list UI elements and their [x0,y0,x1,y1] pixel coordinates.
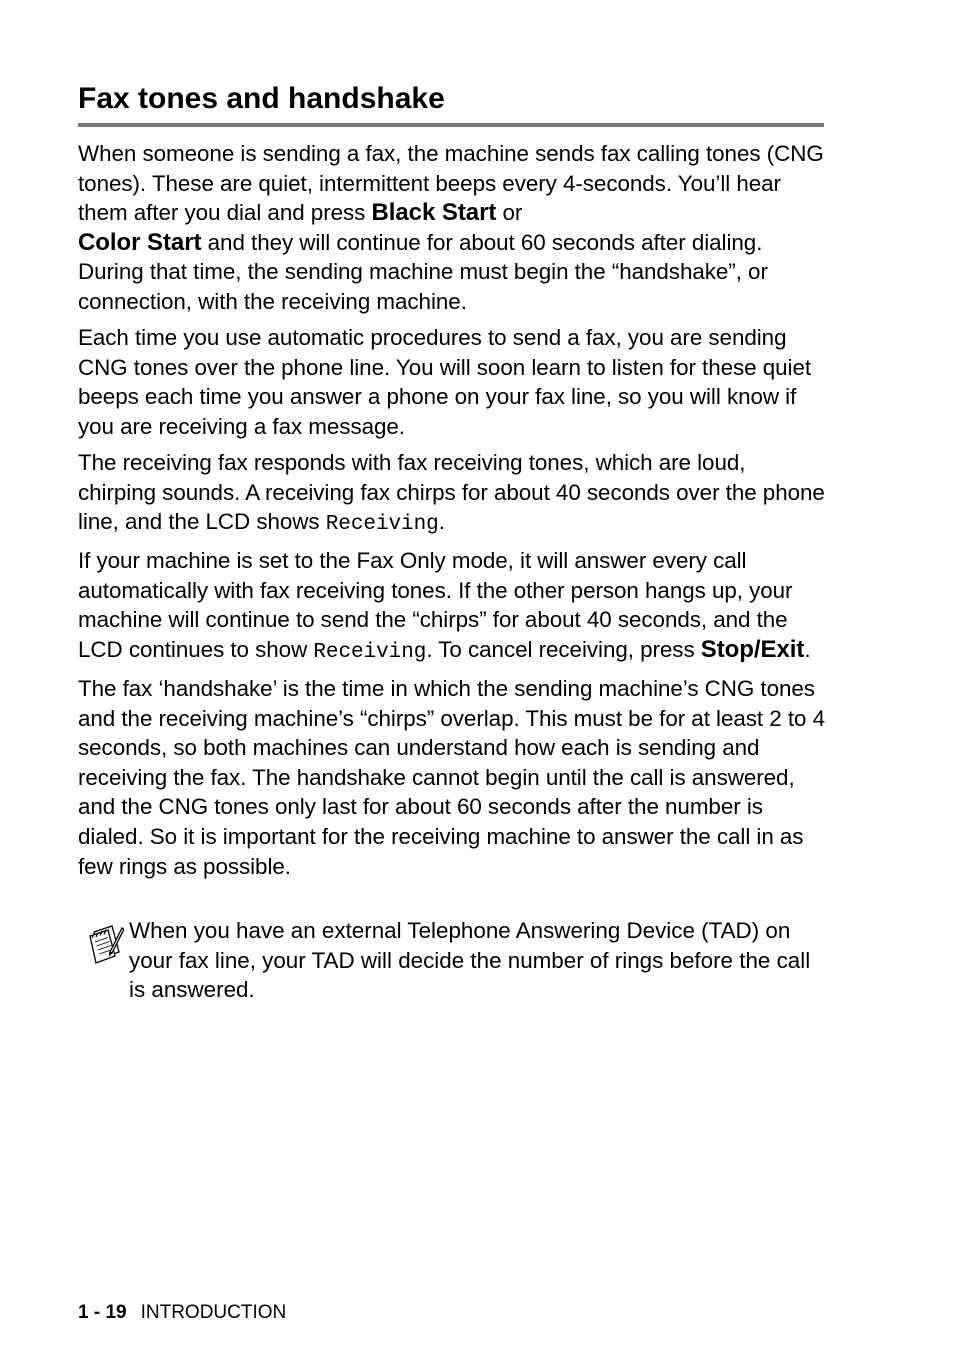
text-run: When someone is sending a fax, the machine sends fax calling tones (CNG tones). These are quiet, intermittent beeps every 4-seconds. You’ll hear them after you dial and press [78,141,824,226]
title-rule [78,123,824,127]
paragraph-fax-only-mode [78,546,826,667]
page-footer [78,1301,286,1325]
lcd-message: Receiving [325,513,439,537]
color-start-key: Color Start [78,228,202,256]
paragraph-automatic-procedures: Each time you use automatic procedures to send a fax, you are sending CNG tones over the phone line. You will soon learn to listen for these quiet beeps each time you answer a phone on your fax line, so you will know if you are receiving a fax message. [78,325,812,439]
text-run: The receiving fax responds with fax receiving tones, which are loud, chirping sounds. A receiving fax chirps for about 40 seconds over the phone line, and the LCD shows [78,449,825,535]
paragraph-cng-tones [78,139,826,317]
paragraph-handshake: The fax ‘handshake’ is the time in which the sending machine’s CNG tones and the receiving machine’s “chirps” overlap. This must be for at least 2 to 4 seconds, so both machines can understand how each is sending and receiving the fax. The handshake cannot begin until the call is answered, and the CNG tones only last for about 60 seconds after the number is dialed. So it is important for the receiving machine to answer the call in as few rings as possible. [78,676,825,879]
lcd-message: Receiving [313,641,427,664]
note-text: When you have an external Telephone Answering Device (TAD) on your fax line, your TAD will decide the number of rings before the call is answered. [129,918,811,1003]
text-run: . To cancel receiving, press [426,637,701,662]
text-run: . [438,509,445,535]
text-run: and they will continue for about 60 seconds after dialing. During that time, the sending machine must begin the “handshake”, or connection, with the receiving machine. [78,229,768,314]
body-text [78,139,826,888]
text-run: . [804,637,811,662]
black-start-key: Black Start [371,199,497,227]
stop-exit-key: Stop/Exit [700,636,805,663]
note-pad-pencil-icon [86,922,124,964]
page-title: Fax tones and handshake [78,82,445,115]
paragraph-receiving-tones [78,448,826,540]
section-name: INTRODUCTION [140,1302,287,1323]
page-number: 1 - 19 [78,1302,127,1323]
text-run: If your machine is set to the Fax Only mode, it will answer every call automatically with fax receiving tones. If the other person hangs up, your machine will continue to send the “chirps” for about 40 seconds, and the LCD continues to show [78,548,793,662]
note [78,916,826,1005]
text-run: or [496,200,523,226]
